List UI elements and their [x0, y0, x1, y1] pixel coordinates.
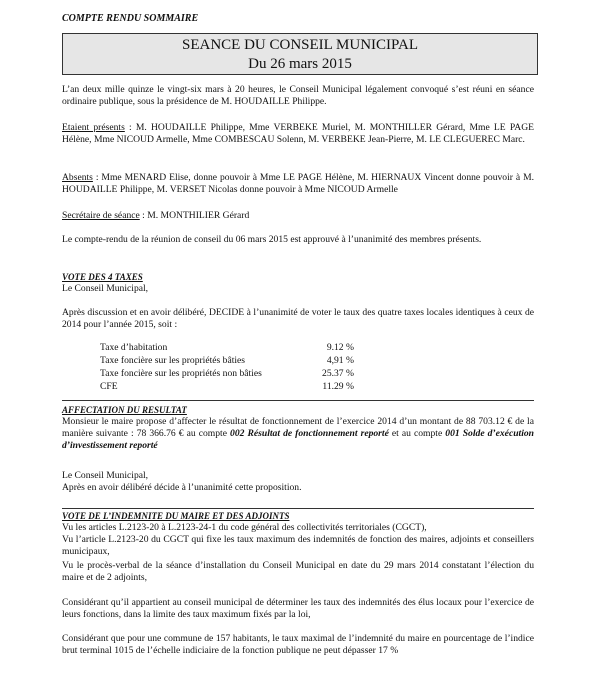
tax-label: Taxe foncière sur les propriétés non bâties: [100, 368, 262, 379]
secretaire-paragraph: [62, 210, 534, 222]
vote-taxes-heading: VOTE DES 4 TAXES: [62, 272, 143, 282]
title-line1: SEANCE DU CONSEIL MUNICIPAL: [182, 37, 418, 53]
absents-label: Absents: [62, 172, 93, 183]
section-divider: [62, 400, 534, 401]
secretaire-text: : M. MONTHILIER Gérard: [139, 210, 250, 221]
tax-row: [100, 355, 354, 367]
presents-paragraph: [62, 122, 534, 146]
section-divider: [62, 508, 534, 509]
tax-label: CFE: [100, 381, 118, 392]
indemnite-vu-1: Vu les articles L.2123-20 à L.2123-24-1 du code général des collectivités territoriales (CGCT),: [62, 522, 427, 533]
intro-paragraph: L’an deux mille quinze le vingt-six mars à 20 heures, le Conseil Municipal légalement convoqué s’est réuni en séance ordinaire publique, sous la présidence de M. HOUDAILLE Philippe.: [62, 84, 534, 107]
affectation-conseil: Le Conseil Municipal,: [62, 470, 149, 481]
affectation-account-002: 002 Résultat de fonctionnement reporté: [230, 428, 389, 439]
title-box: [62, 33, 538, 75]
tax-row: [100, 342, 354, 354]
indemnite-vu-3: Vu le procès-verbal de la séance d’installation du Conseil Municipal en date du 29 mars 2014 constatant l’élection du maire et de 2 adjoints,: [62, 560, 534, 583]
affectation-paragraph: [62, 416, 534, 452]
affectation-decision: Après en avoir délibéré décide à l’unanimité cette proposition.: [62, 482, 302, 493]
tax-row: [100, 368, 354, 380]
document-header: COMPTE RENDU SOMMAIRE: [62, 13, 199, 24]
tax-value: 9.12 %: [326, 342, 354, 353]
tax-value: 4,91 %: [326, 355, 354, 366]
secretaire-label: Secrétaire de séance: [62, 210, 140, 221]
indemnite-vu-2: Vu l’article L.2123-20 du CGCT qui fixe les taux maximum des indemnités de fonction des maires, adjoints et conseillers municipaux,: [62, 534, 534, 557]
tax-label: Taxe foncière sur les propriétés bâties: [100, 355, 246, 366]
tax-row: [100, 381, 354, 393]
affectation-heading: AFFECTATION DU RESULTAT: [62, 405, 187, 415]
compte-rendu-paragraph: Le compte-rendu de la réunion de conseil du 06 mars 2015 est approuvé à l’unanimité des membres présents.: [62, 234, 482, 245]
presents-text: : M. HOUDAILLE Philippe, Mme VERBEKE Muriel, M. MONTHILLER Gérard, Mme LE PAGE Hélène, Mme NICOUD Armelle, Mme COMBESCAU Solenn, M. VERBEKE Jean-Pierre, M. LE CLEGUEREC Marc.: [62, 122, 535, 145]
vote-taxes-line2: Après discussion et en avoir délibéré, DECIDE à l’unanimité de voter le taux des quatre taxes locales identiques à ceux de 2014 pour l’année 2015, soit :: [62, 307, 534, 330]
vote-taxes-line1: Le Conseil Municipal,: [62, 283, 149, 294]
affectation-text-c: et au compte: [388, 428, 446, 439]
affectation-text-a: Monsieur le maire propose d’affecter le résultat de fonctionnement de l’exercice 2014 d’un montant de 88 703.12 € de la manière suivante : 78 366.76 € au compte: [62, 416, 534, 439]
presents-label: Etaient présents: [62, 122, 125, 133]
indemnite-heading: VOTE DE L’INDEMNITE DU MAIRE ET DES ADJOINTS: [62, 511, 290, 521]
tax-label: Taxe d’habitation: [100, 342, 168, 353]
indemnite-considerant-1: Considérant qu’il appartient au conseil municipal de déterminer les taux des indemnités des élus locaux pour l’exercice de leurs fonctions, dans la limite des taux maximum fixés par la loi,: [62, 597, 534, 620]
indemnite-considerant-2: Considérant que pour une commune de 157 habitants, le taux maximal de l’indemnité du maire en pourcentage de l’indice brut terminal 1015 de l’échelle indiciaire de la fonction publique ne peut dépasser 17 %: [62, 633, 534, 656]
tax-value: 25.37 %: [322, 368, 354, 379]
title-line2: Du 26 mars 2015: [248, 56, 352, 72]
tax-value: 11.29 %: [322, 381, 354, 392]
absents-paragraph: [62, 172, 534, 196]
affectation-account-001: 001 Solde d’exécution d’investissement reporté: [62, 428, 534, 451]
absents-text: : Mme MENARD Elise, donne pouvoir à Mme LE PAGE Hélène, M. HIERNAUX Vincent donne pouvoir à M. HOUDAILLE Philippe, M. VERSET Nicolas donne pouvoir à Mme NICOUD Armelle: [62, 172, 534, 195]
